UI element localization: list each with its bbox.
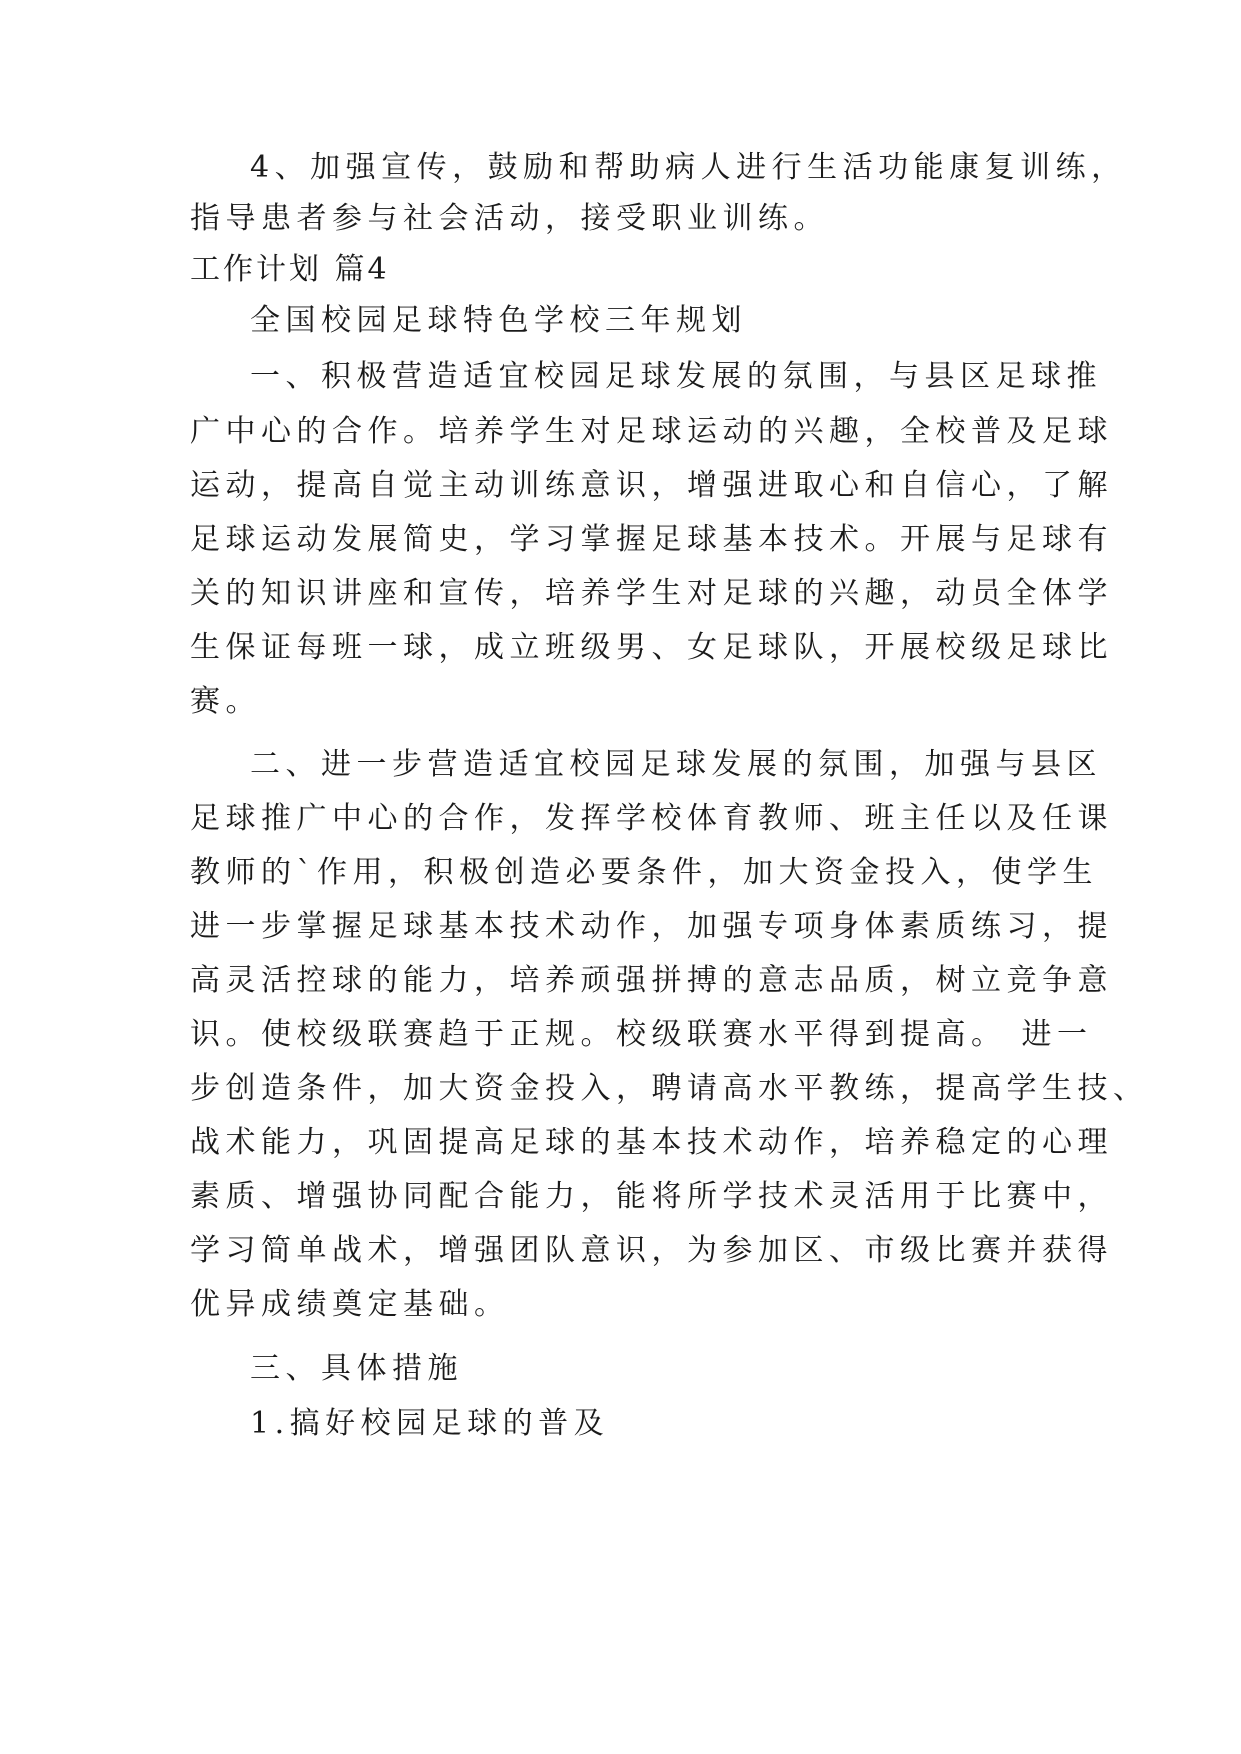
measure-item-1: 1.搞好校园足球的普及 (250, 1406, 610, 1441)
paragraph-3-line-7: 步创造条件，加大资金投入，聘请高水平教练，提高学生技、 (190, 1071, 1149, 1106)
paragraph-2-line-1: 一、积极营造适宜校园足球发展的氛围，与县区足球推 (250, 359, 1102, 394)
paragraph-3-line-3: 教师的`作用，积极创造必要条件，加大资金投入，使学生 (190, 855, 1098, 890)
paragraph-3-line-6: 识。使校级联赛趋于正规。校级联赛水平得到提高。 进一 (190, 1017, 1093, 1052)
paragraph-2-line-7: 赛。 (190, 684, 261, 719)
section-heading: 工作计划 篇4 (190, 252, 390, 287)
paragraph-3-line-2: 足球推广中心的合作，发挥学校体育教师、班主任以及任课 (190, 801, 1113, 836)
document-title: 全国校园足球特色学校三年规划 (250, 303, 747, 338)
measures-heading: 三、具体措施 (250, 1351, 463, 1386)
paragraph-3-line-5: 高灵活控球的能力，培养顽强拼搏的意志品质，树立竞争意 (190, 963, 1113, 998)
paragraph-2-line-6: 生保证每班一球，成立班级男、女足球队，开展校级足球比 (190, 630, 1113, 665)
paragraph-3-line-10: 学习简单战术，增强团队意识，为参加区、市级比赛并获得 (190, 1233, 1113, 1268)
paragraph-3-line-8: 战术能力，巩固提高足球的基本技术动作，培养稳定的心理 (190, 1125, 1113, 1160)
paragraph-3-line-11: 优异成绩奠定基础。 (190, 1287, 510, 1322)
paragraph-3-line-1: 二、进一步营造适宜校园足球发展的氛围，加强与县区 (250, 747, 1102, 782)
paragraph-2-line-5: 关的知识讲座和宣传，培养学生对足球的兴趣，动员全体学 (190, 576, 1113, 611)
paragraph-3-line-9: 素质、增强协同配合能力，能将所学技术灵活用于比赛中， (190, 1179, 1113, 1214)
paragraph-2-line-2: 广中心的合作。培养学生对足球运动的兴趣，全校普及足球 (190, 414, 1113, 449)
paragraph-3-line-4: 进一步掌握足球基本技术动作，加强专项身体素质练习，提 (190, 909, 1113, 944)
paragraph-1-line-1: 4、加强宣传，鼓励和帮助病人进行生活功能康复训练， (250, 150, 1127, 185)
paragraph-1-line-2: 指导患者参与社会活动，接受职业训练。 (190, 201, 829, 236)
paragraph-2-line-4: 足球运动发展简史，学习掌握足球基本技术。开展与足球有 (190, 522, 1113, 557)
paragraph-2-line-3: 运动，提高自觉主动训练意识，增强进取心和自信心，了解 (190, 468, 1113, 503)
